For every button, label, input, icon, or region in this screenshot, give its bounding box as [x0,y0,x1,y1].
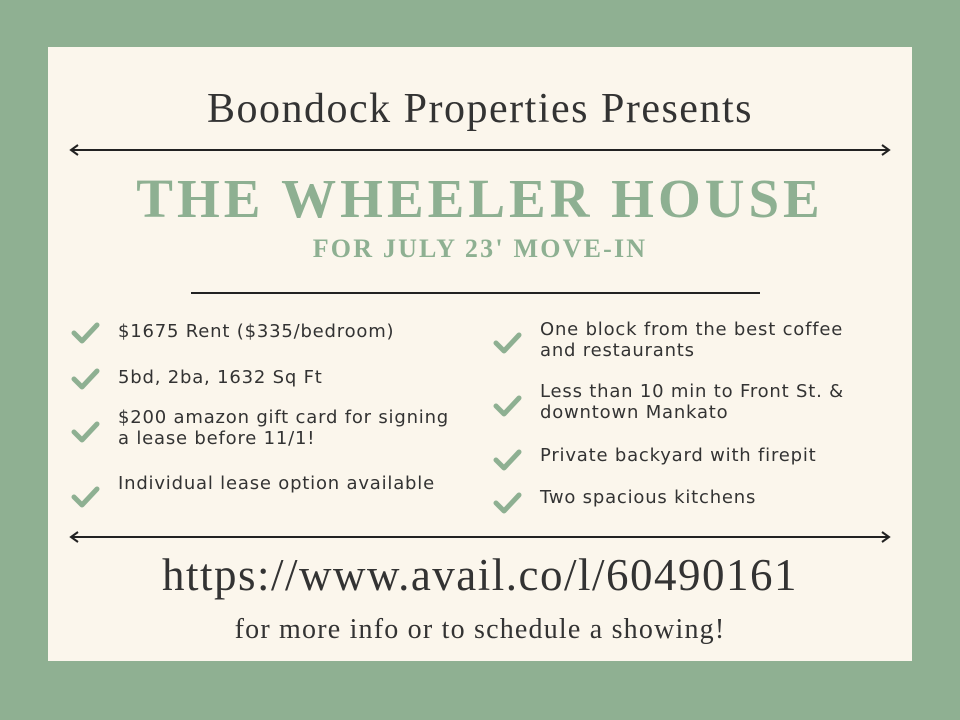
title-divider [191,292,760,294]
call-to-action: for more info or to schedule a showing! [234,614,726,645]
double-arrow-divider-top [68,142,892,158]
feature-item [492,381,892,429]
check-icon [70,420,100,444]
property-title: THE WHEELER HOUSE [136,168,824,229]
check-icon [492,448,522,472]
check-icon [70,485,100,509]
feature-text: Less than 10 min to Front St. & downtown Mankato [540,381,844,423]
feature-item [70,471,470,519]
double-arrow-divider-bottom [68,529,892,545]
feature-text: 5bd, 2ba, 1632 Sq Ft [118,367,323,388]
check-icon [492,331,522,355]
feature-item [70,319,470,367]
flyer-card [48,47,912,661]
check-icon [492,394,522,418]
feature-text: Two spacious kitchens [540,487,757,508]
feature-item [492,445,892,493]
feature-text: $1675 Rent ($335/bedroom) [118,321,395,342]
feature-item [492,487,892,535]
feature-text: $200 amazon gift card for signing a lease before 11/1! [118,407,450,449]
listing-url: https://www.avail.co/l/60490161 [161,550,799,600]
feature-item [492,319,892,367]
presenter-heading: Boondock Properties Presents [207,86,753,132]
check-icon [492,491,522,515]
feature-text: Private backyard with firepit [540,445,817,466]
feature-text: One block from the best coffee and restaurants [540,319,844,361]
move-in-subtitle: FOR JULY 23' MOVE-IN [312,234,648,263]
check-icon [70,367,100,391]
feature-text: Individual lease option available [118,473,435,494]
check-icon [70,321,100,345]
feature-item [70,405,470,453]
